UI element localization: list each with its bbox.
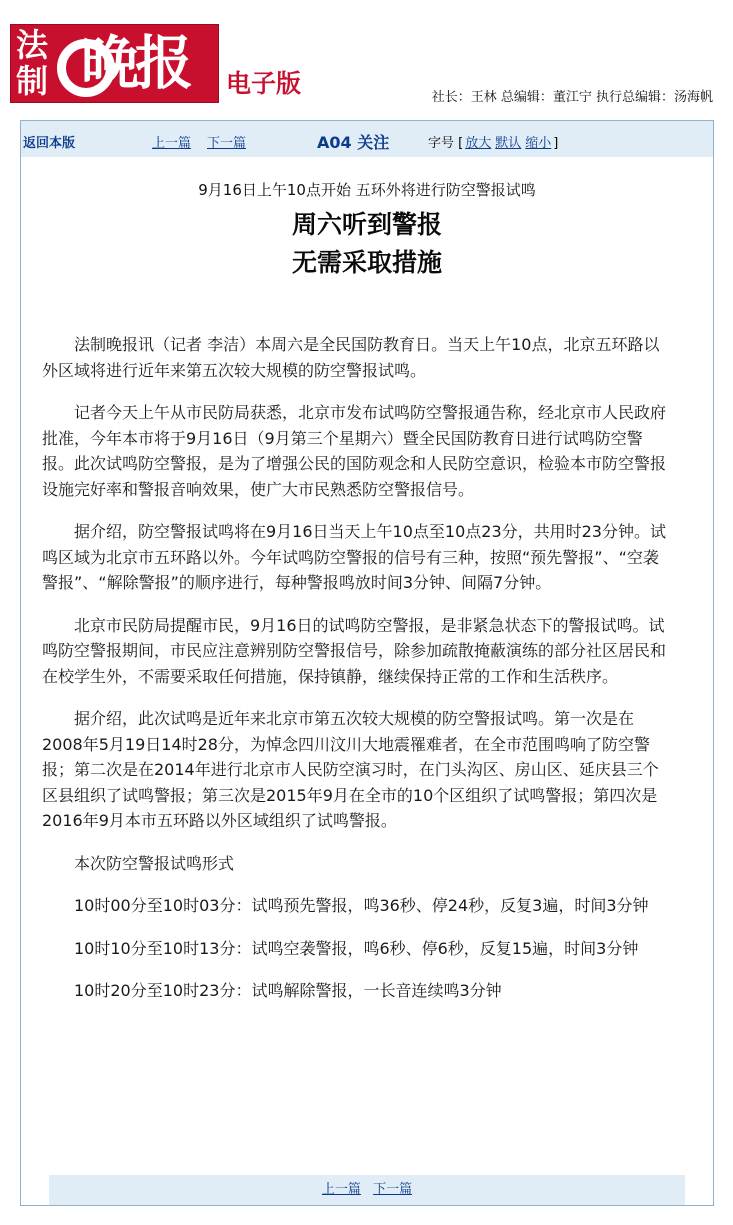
article-headline-line2: 无需采取措施 (291, 248, 442, 277)
bottom-navbar (49, 1175, 685, 1205)
bottom-next-article-link[interactable]: 下一篇 (373, 1182, 413, 1197)
paragraph: 10时20分至10时23分：试鸣解除警报，一长音连续鸣3分钟 (74, 981, 502, 1000)
staff-credits: 社长：王林 总编辑：董江宁 执行总编辑：汤海帆 (431, 90, 713, 105)
paragraph: 10时00分至10时03分：试鸣预先警报，鸣36秒、停24秒，反复3遍，时间3分钟 (74, 896, 649, 915)
font-size-controls (428, 132, 558, 151)
paragraph: 10时10分至10时13分：试鸣空袭警报，鸣6秒、停6秒，反复15遍，时间3分钟 (74, 938, 639, 958)
page-label: A04 关注 (317, 133, 390, 152)
font-size-label: 字号 [ (428, 136, 464, 151)
logo-wanbao: 晚报 (81, 29, 190, 97)
font-shrink-link[interactable]: 缩小 (525, 136, 552, 151)
paragraph: 北京市民防局提醒市民，9月16日的试鸣防空警报，是非紧急状态下的警报试鸣。试鸣防空警报期间，市民应注意辨别防空警报信号，除参加疏散掩蔽演练的部分社区居民和在校学生外，不需要采取任何措施，保持镇静，继续保持正常的工作和生活秩序。 (42, 615, 667, 686)
top-navbar (21, 121, 713, 157)
paragraph: 据介绍，防空警报试鸣将在9月16日当天上午10点至10点23分，共用时23分钟。试鸣区域为北京市五环路以外。今年试鸣防空警报的信号有三种，按照“预先警报”、“空袭警报”、“解除警报”的顺序进行，每种警报鸣放时间3分钟、间隔7分钟。 (42, 522, 666, 592)
paragraph: 法制晚报讯（记者 李洁）本周六是全民国防教育日。当天上午10点，北京五环路以外区域将进行近年来第五次较大规模的防空警报试鸣。 (42, 335, 660, 380)
page-header (0, 0, 733, 115)
next-article-link[interactable]: 下一篇 (207, 136, 247, 151)
article-headline-line1: 周六听到警报 (291, 210, 442, 239)
font-size-bracket: ] (553, 136, 559, 151)
article-body (42, 332, 672, 1021)
font-default-link[interactable]: 默认 (495, 136, 522, 151)
bottom-prev-article-link[interactable]: 上一篇 (321, 1182, 361, 1197)
font-enlarge-link[interactable]: 放大 (465, 136, 492, 151)
paragraph: 本次防空警报试鸣形式 (74, 853, 235, 873)
logo-char-fa: 法 (15, 26, 48, 64)
back-to-page-link[interactable]: 返回本版 (23, 136, 76, 151)
edition-label: 电子版 (226, 69, 302, 98)
newspaper-logo[interactable] (10, 24, 219, 103)
paragraph: 记者今天上午从市民防局获悉，北京市发布试鸣防空警报通告称，经北京市人民政府批准，今年本市将于9月16日（9月第三个星期六）暨全民国防教育日进行试鸣防空警报。此次试鸣防空警报，是为了增强公民的国防观念和人民防空意识，检验本市防空警报设施完好率和警报音响效果，使广大市民熟悉防空警报信号。 (42, 403, 667, 499)
article-frame (20, 120, 714, 1206)
paragraph: 据介绍，此次试鸣是近年来北京市第五次较大规模的防空警报试鸣。第一次是在2008年5月19日14时28分，为悼念四川汶川大地震罹难者，在全市范围鸣响了防空警报；第二次是在2014年进行北京市人民防空演习时，在门头沟区、房山区、延庆县三个区县组织了试鸣警报；第三次是2015年9月在全市的10个区组织了试鸣警报；第四次是2016年9月本市五环路以外区域组织了试鸣警报。 (42, 709, 659, 830)
logo-char-zhi: 制 (15, 62, 48, 100)
article-kicker: 9月16日上午10点开始 五环外将进行防空警报试鸣 (198, 181, 536, 199)
prev-article-link[interactable]: 上一篇 (152, 136, 192, 151)
